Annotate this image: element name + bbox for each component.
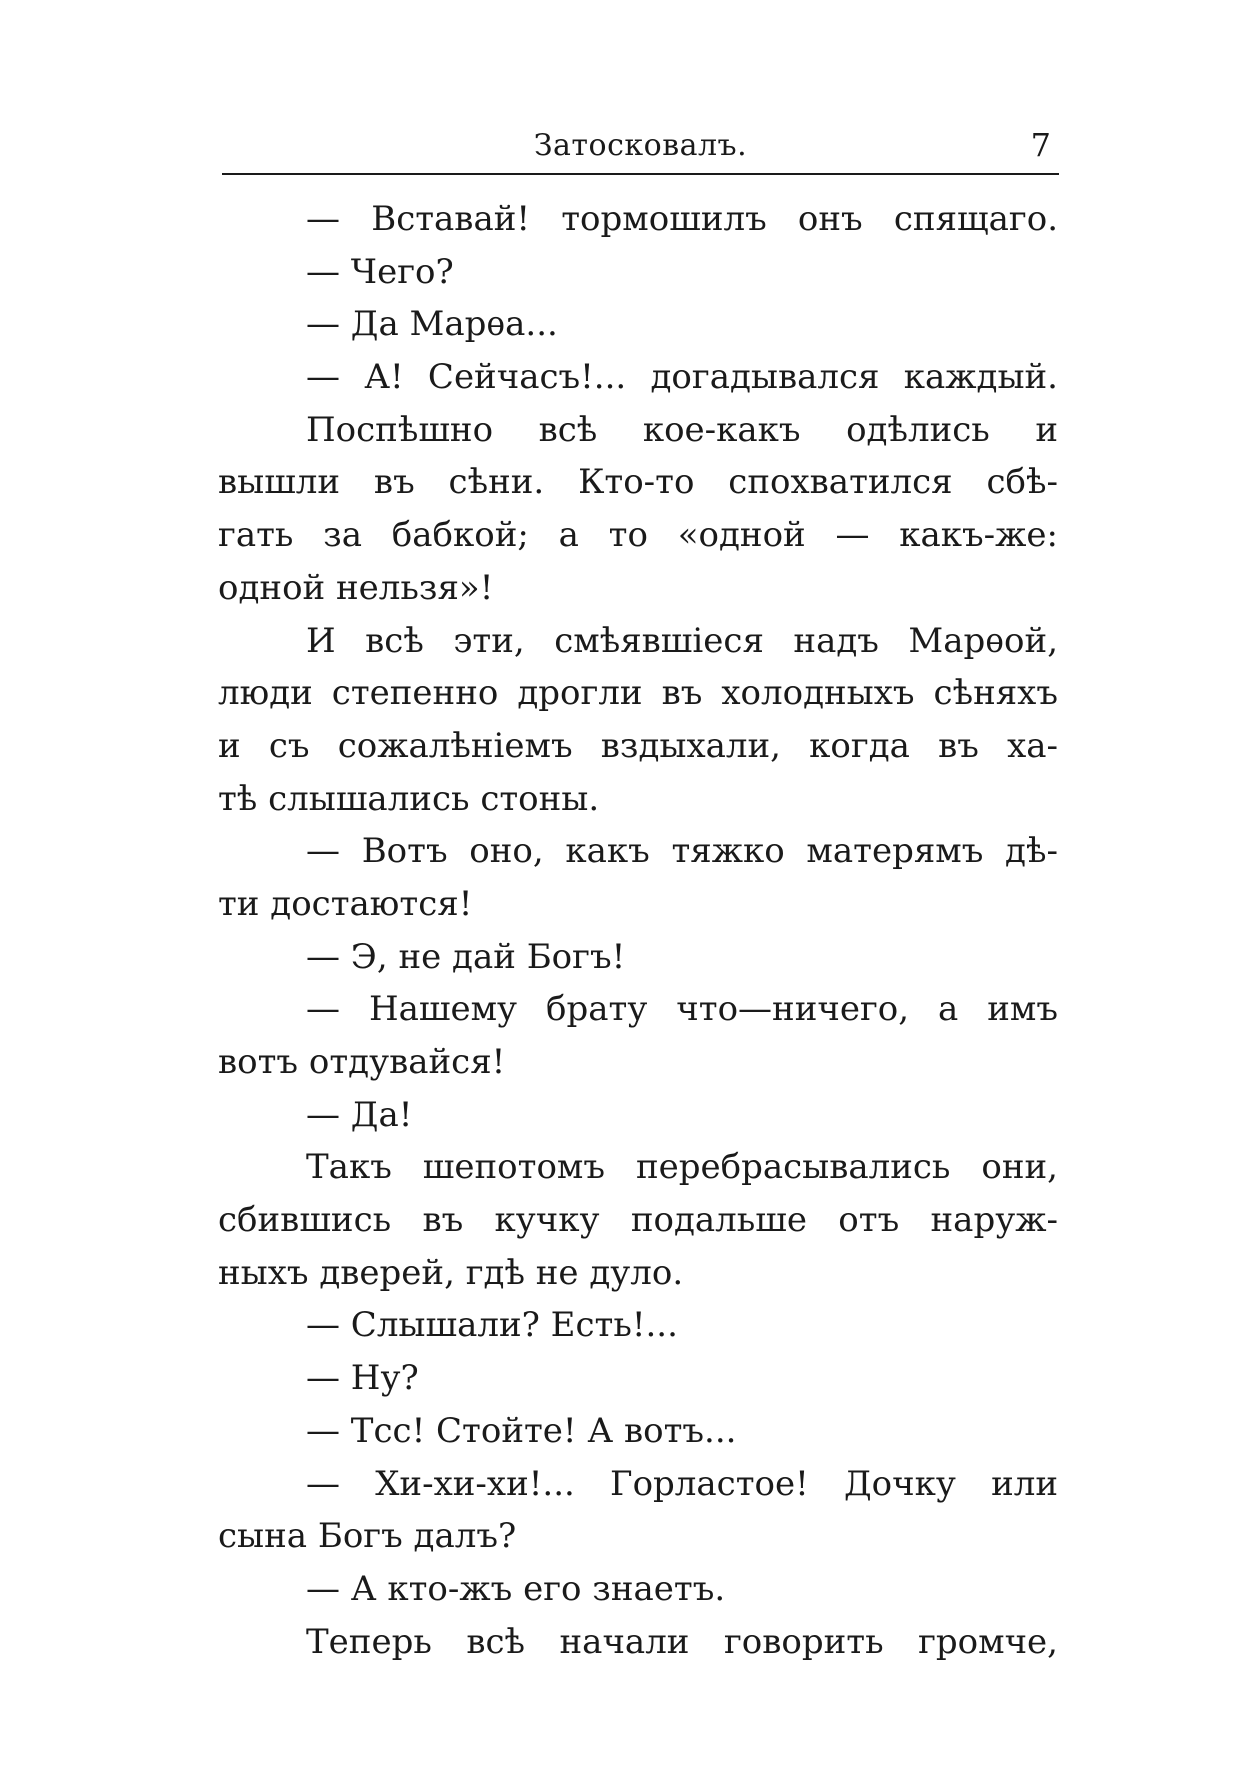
- text-line: и съ сожалѣніемъ вздыхали, когда въ ха-: [218, 725, 1058, 766]
- text-line: — Вставай! тормошилъ онъ спящаго.: [306, 199, 1058, 239]
- page-header: [222, 112, 1059, 174]
- text-line: Такъ шепотомъ перебрасывались они,: [306, 1147, 1058, 1188]
- text-line: люди степенно дрогли въ холодныхъ сѣняхъ: [218, 673, 1058, 714]
- text-line: — Слышали? Есть!...: [306, 1305, 678, 1346]
- text-line: — Ну?: [306, 1358, 419, 1399]
- text-line: тѣ слышались стоны.: [218, 778, 600, 819]
- text-line: — Тсс! Стойте! А вотъ...: [306, 1410, 737, 1451]
- text-line: Теперь всѣ начали говорить громче,: [306, 1621, 1058, 1662]
- text-line: — А! Сейчасъ!... догадывался каждый.: [306, 357, 1058, 398]
- text-line: ти достаются!: [218, 883, 473, 924]
- text-line: — Нашему брату что—ничего, а имъ: [306, 989, 1058, 1030]
- text-line: — Э, не дай Богъ!: [306, 936, 626, 977]
- text-line: вышли въ сѣни. Кто-то спохватился сбѣ-: [218, 462, 1058, 503]
- text-line: сына Богъ далъ?: [218, 1516, 517, 1557]
- text-line: сбившись въ кучку подальше отъ наруж-: [218, 1200, 1058, 1241]
- text-line: ныхъ дверей, гдѣ не дуло.: [218, 1252, 684, 1293]
- text-line: Поспѣшно всѣ кое-какъ одѣлись и: [306, 409, 1058, 450]
- text-line: одной нельзя»!: [218, 567, 494, 608]
- text-line: гать за бабкой; а то «одной — какъ-же:: [218, 515, 1058, 556]
- text-line: — Чего?: [306, 251, 454, 292]
- text-line: — А кто-жъ его знаетъ.: [306, 1568, 726, 1609]
- text-line: — Да!: [306, 1094, 413, 1135]
- body-text: [218, 193, 1058, 1668]
- header-rule: [222, 173, 1059, 175]
- text-line: вотъ отдувайся!: [218, 1042, 506, 1082]
- page-number: 7: [1030, 126, 1051, 164]
- running-title: Затосковалъ.: [533, 128, 748, 163]
- text-line: — Вотъ оно, какъ тяжко матерямъ дѣ-: [306, 831, 1058, 872]
- text-line: — Хи-хи-хи!... Горластое! Дочку или: [306, 1463, 1058, 1504]
- text-line: — Да Марѳа...: [306, 304, 558, 345]
- text-line: И всѣ эти, смѣявшіеся надъ Марѳой,: [306, 620, 1058, 661]
